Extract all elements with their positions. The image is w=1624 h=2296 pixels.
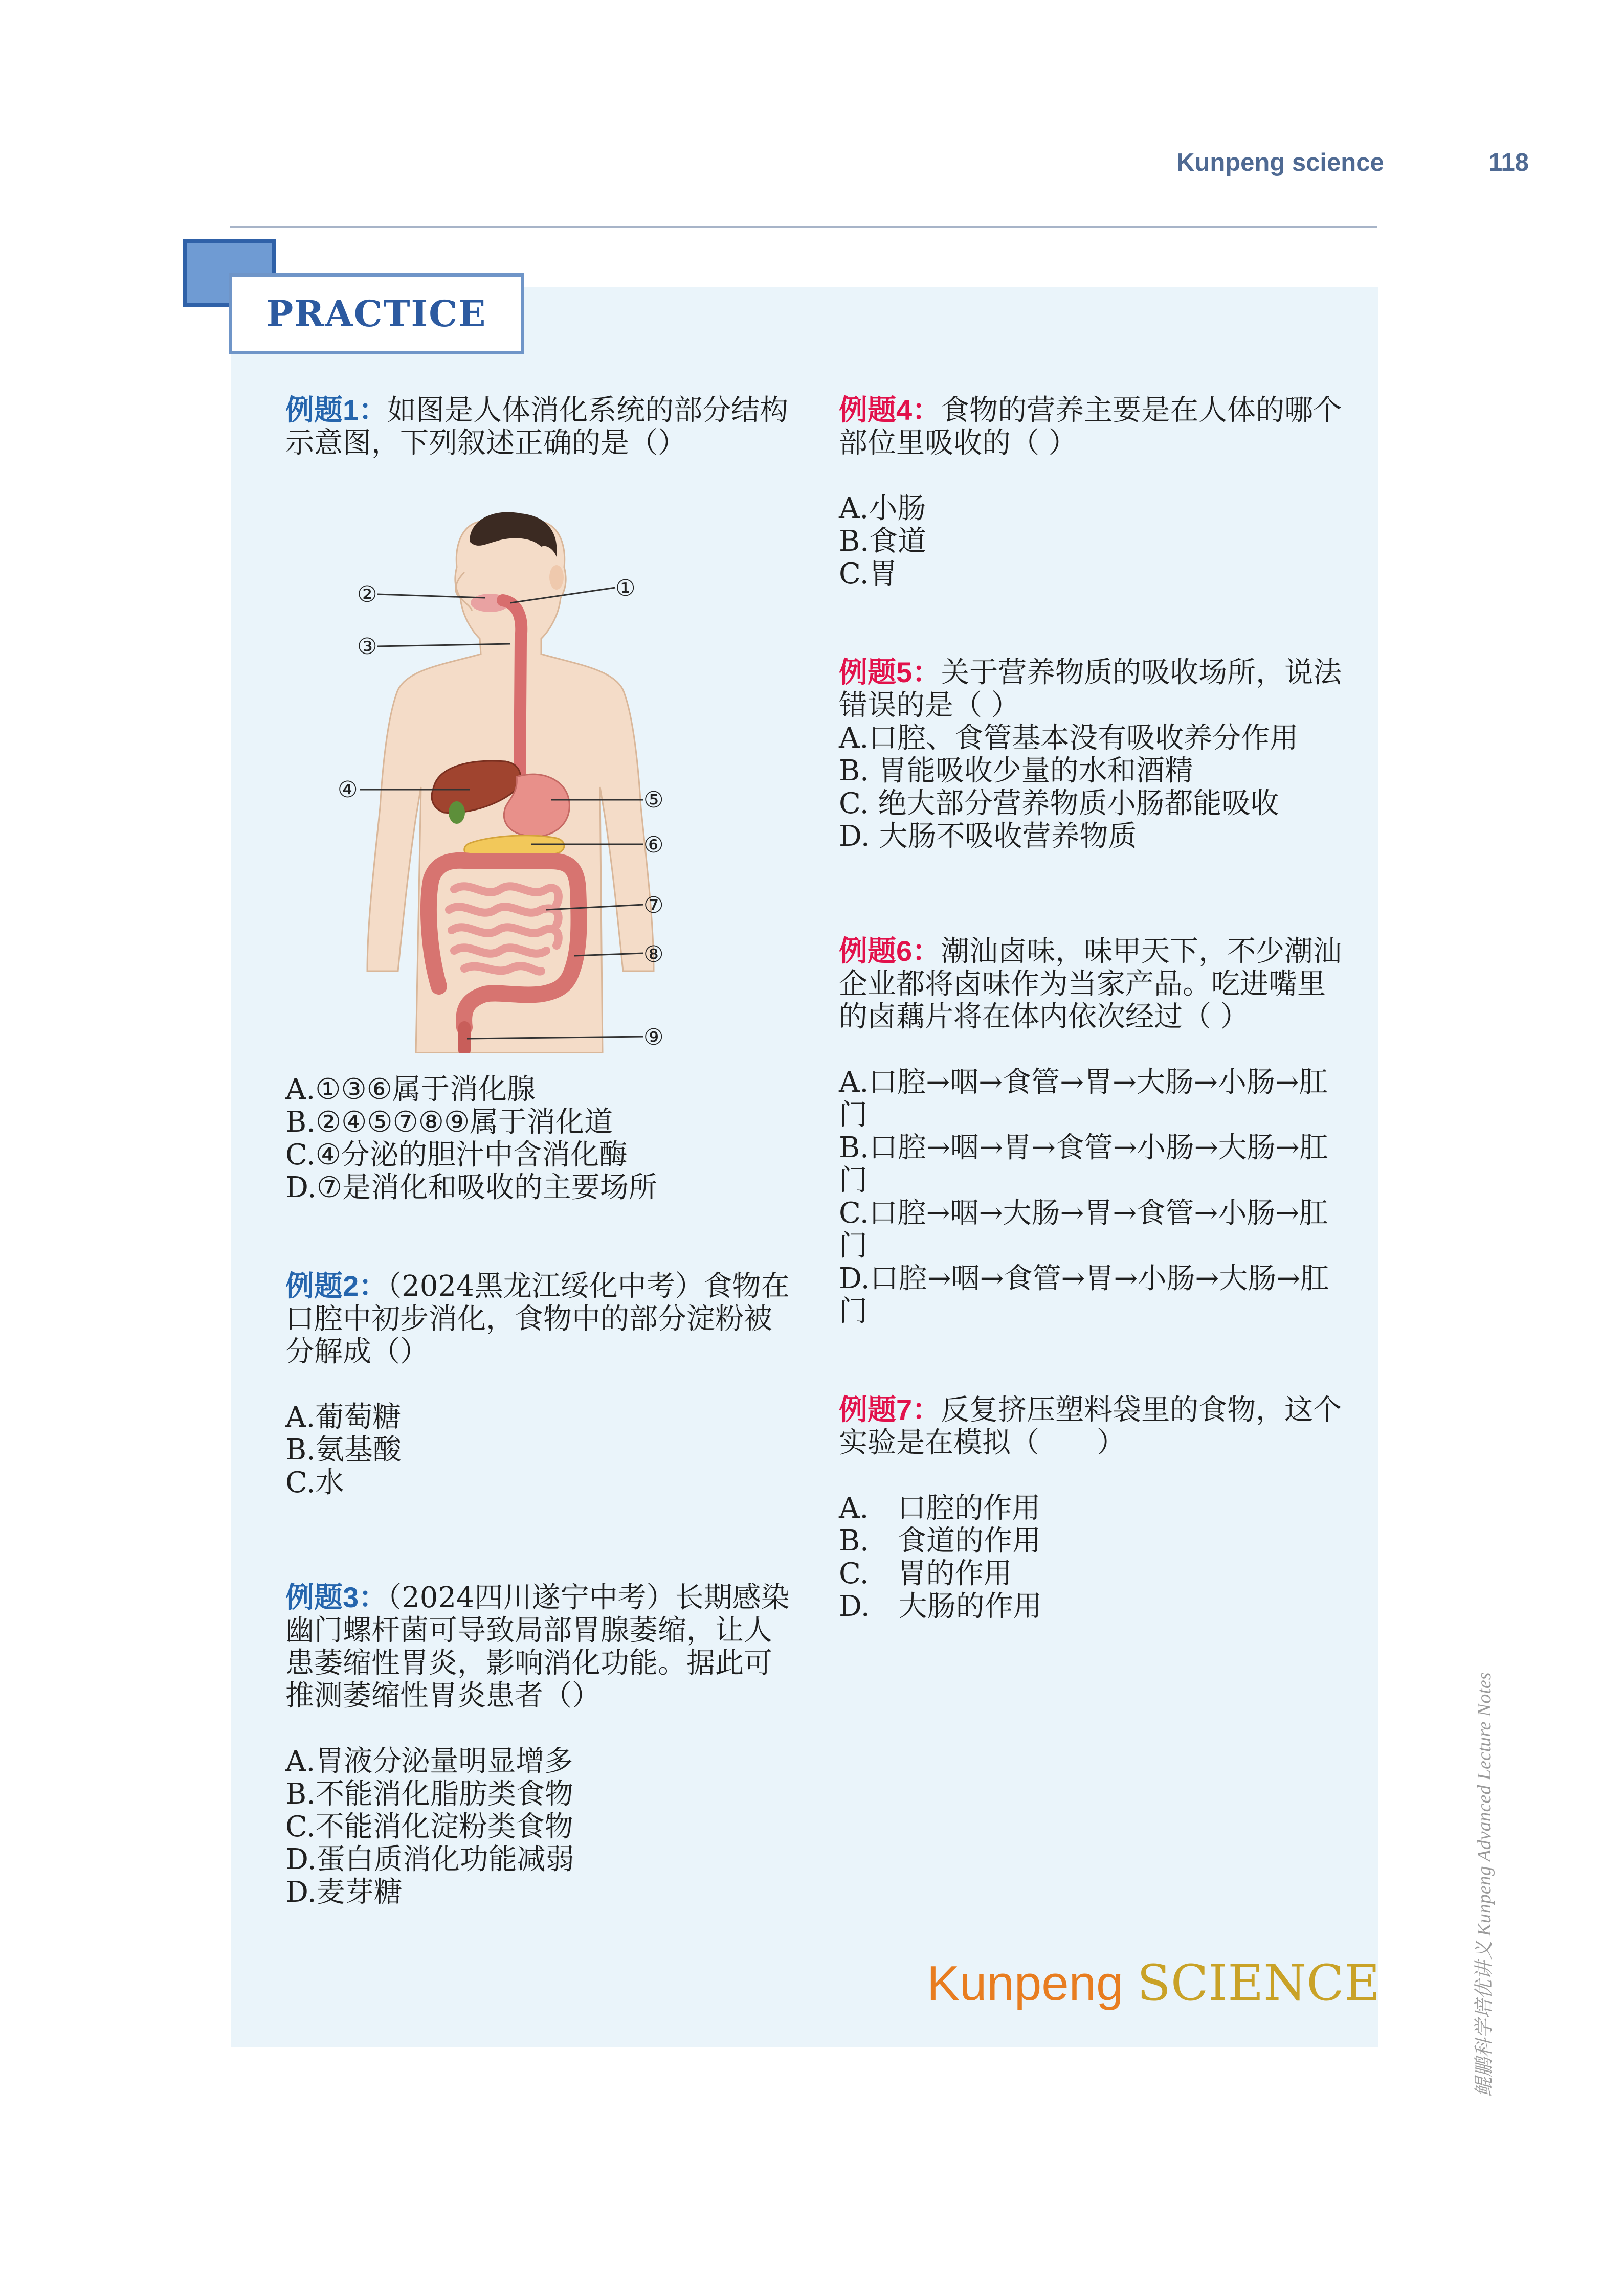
q1-option-a[interactable]: A.①③⑥属于消化腺 (285, 1073, 536, 1106)
header-rule (230, 226, 1377, 228)
question-7-text: 反复挤压塑料袋里的食物，这个实验是在模拟（ ） (839, 1393, 1342, 1459)
question-2-options (285, 1401, 792, 1499)
digestive-system-figure (316, 501, 705, 1053)
question-3-label: 例题3： (285, 1581, 388, 1613)
q6-option-b[interactable]: B.口腔→咽→胃→食管→小肠→大肠→肛门 (839, 1131, 1328, 1197)
q1-option-d[interactable]: D.⑦是消化和吸收的主要场所 (285, 1171, 657, 1204)
q7-option-b[interactable]: B. 食道的作用 (839, 1524, 1041, 1558)
page-number: 118 (1488, 149, 1529, 176)
q7-option-d[interactable]: D. 大肠的作用 (839, 1590, 1042, 1623)
question-7-options (839, 1492, 1345, 1623)
question-6-label: 例题6： (839, 935, 941, 967)
question-3 (285, 1581, 792, 1713)
question-4-text: 食物的营养主要是在人体的哪个部位里吸收的（ ） (839, 394, 1342, 460)
q3-option-a[interactable]: A.胃液分泌量明显增多 (285, 1745, 573, 1778)
q4-option-a[interactable]: A.小肠 (839, 492, 926, 525)
question-3-options (285, 1745, 792, 1909)
marker-8: ⑧ (643, 941, 664, 967)
question-1-text: 如图是人体消化系统的部分结构示意图，下列叙述正确的是（） (285, 394, 789, 460)
q6-option-c[interactable]: C.口腔→咽→大肠→胃→食管→小肠→肛门 (839, 1197, 1328, 1263)
question-2-text: （2024黑龙江绥化中考）食物在口腔中初步消化，食物中的部分淀粉被分解成（） (285, 1270, 790, 1368)
question-1 (285, 394, 792, 460)
marker-6: ⑥ (643, 832, 664, 858)
brand-logo (927, 1954, 1380, 2012)
q6-option-a[interactable]: A.口腔→咽→食管→胃→大肠→小肠→肛门 (839, 1066, 1328, 1132)
q5-option-b[interactable]: B. 胃能吸收少量的水和酒精 (839, 754, 1193, 787)
q3-option-b[interactable]: B.不能消化脂肪类食物 (285, 1777, 573, 1811)
marker-3: ③ (357, 634, 377, 660)
q3-option-c[interactable]: C.不能消化淀粉类食物 (285, 1810, 573, 1843)
marker-5: ⑤ (643, 787, 664, 813)
q1-option-c[interactable]: C.④分泌的胆汁中含消化酶 (285, 1138, 628, 1172)
header-title: Kunpeng science (1176, 149, 1384, 176)
question-5-label: 例题5： (839, 656, 941, 688)
q3-option-e[interactable]: D.麦芽糖 (285, 1876, 403, 1909)
q6-option-d[interactable]: D.口腔→咽→食管→胃→小肠→大肠→肛门 (839, 1262, 1329, 1328)
q2-option-b[interactable]: B.氨基酸 (285, 1433, 402, 1467)
question-4-options (839, 492, 1345, 591)
practice-tag (229, 273, 524, 354)
q1-option-b[interactable]: B.②④⑤⑦⑧⑨属于消化道 (285, 1106, 613, 1139)
question-3-text: （2024四川遂宁中考）长期感染幽门螺杆菌可导致局部胃腺萎缩，让人患萎缩性胃炎，影响消化功能。据此可推测萎缩性胃炎患者（） (285, 1581, 790, 1713)
question-2-label: 例题2： (285, 1270, 388, 1302)
right-column (839, 394, 1345, 1623)
question-4-label: 例题4： (839, 394, 941, 426)
question-1-label: 例题1： (285, 394, 388, 426)
question-6-options (839, 1066, 1345, 1328)
brand-part-2: SCIENCE (1137, 1954, 1380, 2012)
question-7 (839, 1393, 1345, 1459)
question-2 (285, 1270, 792, 1368)
digestive-system-diagram (316, 501, 705, 1053)
q7-option-a[interactable]: A. 口腔的作用 (839, 1492, 1041, 1525)
q4-option-b[interactable]: B.食道 (839, 525, 926, 558)
q5-option-c[interactable]: C. 绝大部分营养物质小肠都能吸收 (839, 787, 1279, 820)
question-4 (839, 394, 1345, 460)
q5-option-a[interactable]: A.口腔、食管基本没有吸收养分作用 (839, 722, 1299, 755)
marker-9: ⑨ (643, 1024, 664, 1050)
q2-option-a[interactable]: A.葡萄糖 (285, 1401, 402, 1434)
question-5-options (839, 722, 1345, 853)
brand-part-1: Kunpeng (927, 1956, 1138, 2011)
question-1-options (285, 1073, 792, 1204)
marker-1: ① (615, 575, 636, 601)
question-6 (839, 935, 1345, 1033)
marker-7: ⑦ (643, 892, 664, 918)
marker-2: ② (357, 581, 377, 607)
side-note: 鲲鹏科学培优讲义 Kunpeng Advanced Lecture Notes (1474, 1672, 1495, 2097)
question-5-text: 关于营养物质的吸收场所，说法错误的是（ ） (839, 656, 1342, 722)
practice-tag-label: PRACTICE (266, 292, 487, 335)
left-column (285, 394, 792, 1909)
marker-4: ④ (338, 777, 358, 803)
q7-option-c[interactable]: C. 胃的作用 (839, 1557, 1012, 1590)
question-5 (839, 656, 1345, 722)
question-7-label: 例题7： (839, 1393, 941, 1426)
q2-option-c[interactable]: C.水 (285, 1466, 344, 1499)
q5-option-d[interactable]: D. 大肠不吸收营养物质 (839, 820, 1137, 853)
question-6-text: 潮汕卤味，味甲天下，不少潮汕企业都将卤味作为当家产品。吃进嘴里的卤藕片将在体内依次经过（ ） (839, 935, 1342, 1033)
q3-option-d[interactable]: D.蛋白质消化功能减弱 (285, 1843, 574, 1876)
gallbladder (449, 801, 465, 824)
q4-option-c[interactable]: C.胃 (839, 557, 898, 591)
